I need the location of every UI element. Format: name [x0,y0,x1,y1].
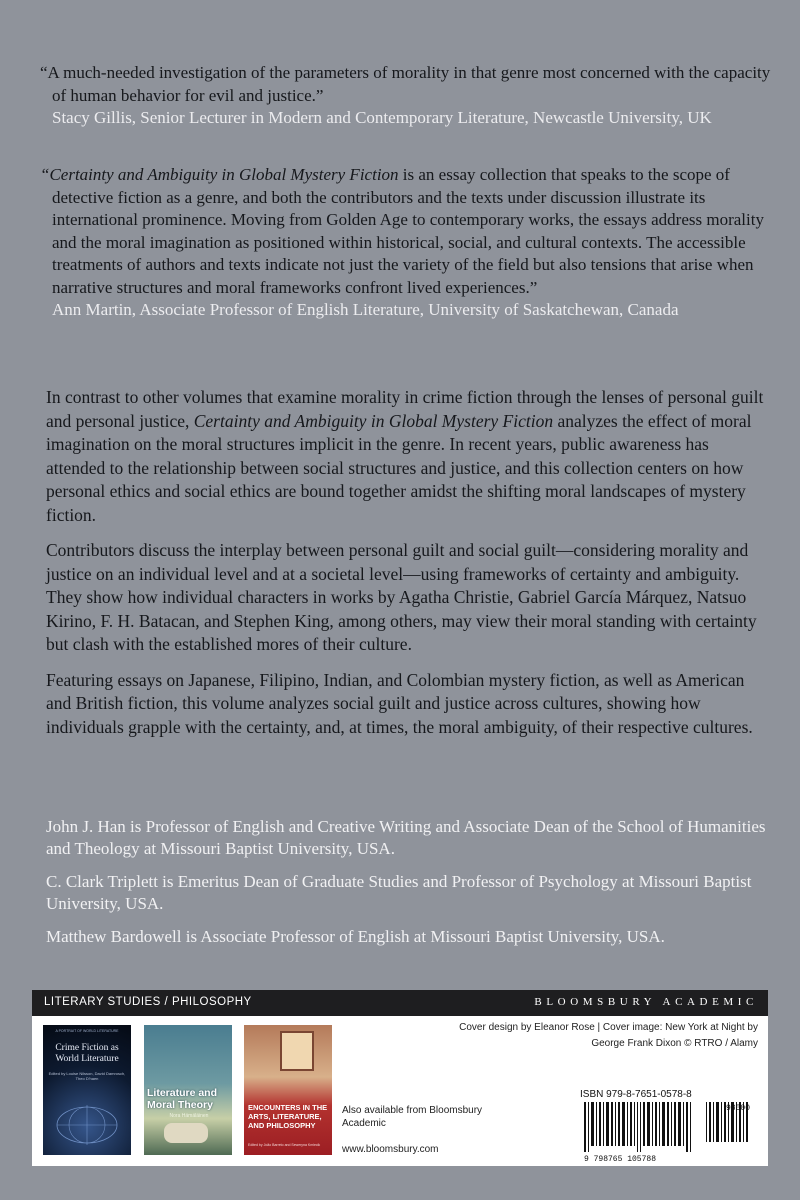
price-code: 98000 [726,1104,751,1113]
related-book-cover[interactable] [144,1025,232,1155]
reclining-figure-illustration [164,1123,208,1143]
website-link[interactable]: www.bloomsbury.com [342,1144,439,1155]
related-book-cover[interactable] [43,1025,131,1155]
description-text: analyzes the effect of moral imagination on the moral structures implicit in the genre. In recent years, public awareness has attended to the relationship between social structures and justice, and this collection centers on how personal ethics and social ethics are bound together amidst the shifting moral landscapes of mystery fiction. [46,410,752,525]
also-available-text: Also available from Bloomsbury Academic [342,1105,483,1129]
book-title: Crime Fiction as World Literature [55,1043,119,1064]
bio-triplett: C. Clark Triplett is Emeritus Dean of Graduate Studies and Professor of Psychology at Missouri Baptist University, USA. [46,872,752,913]
quote-body: is an essay collection that speaks to the scope of detective fiction as a genre, and both the contributors and the texts under discussion illustrate its international prominence. Moving from Golden Age to contemporary works, the essays address morality and the moral imagination as positioned within historical, social, and cultural contexts. The accessible treatments of authors and texts indicate not just the variety of the field but also tensions that arise when narrative structures and moral frameworks confront lived experiences.” [52,165,764,297]
book-editors: Edited by João Barreto and Seweryna Kmiecik [248,1143,321,1147]
book-editors: Edited by Louise Nilsson, David Damrosch, Theo D'haen [48,1071,126,1081]
quote-text [40,164,782,299]
book-series: A PORTRAIT OF WORLD LITERATURE [55,1029,119,1033]
publisher-logo-text: BLOOMSBURY ACADEMIC [534,996,758,1008]
cover-credits [418,1020,758,1052]
bio-han: John J. Han is Professor of English and Creative Writing and Associate Dean of the School of Humanities and Theology at Missouri Baptist University, USA. [46,817,766,858]
bottom-panel [32,1016,768,1166]
category-band [32,990,768,1016]
painting-illustration [280,1031,314,1071]
book-title-italic: Certainty and Ambiguity in Global Mystery Fiction [193,410,554,431]
quote-attribution: Stacy Gillis, Senior Lecturer in Modern and Contemporary Literature, Newcastle University, UK [52,108,712,127]
description-paragraph-1 [46,386,770,527]
related-book-cover[interactable] [244,1025,332,1155]
book-title: Literature and Moral Theory [147,1087,218,1111]
subject-category: LITERARY STUDIES / PHILOSOPHY [44,996,252,1008]
quote-text: “A much-needed investigation of the parameters of morality in that genre most concerned with the capacity of human behavior for evil and justice.” [40,63,771,105]
description-text: In contrast to other volumes that examine morality in crime fiction through the lenses of personal guilt and personal justice, [46,387,764,431]
credits-line: Cover design by Eleanor Rose | Cover image: New York at Night by [459,1022,758,1033]
isbn: ISBN 979-8-7651-0578-8 [580,1089,692,1100]
quote-attribution: Ann Martin, Associate Professor of English Literature, University of Saskatchewan, Canada [52,300,679,319]
credits-line: George Frank Dixon © RTRO / Alamy [591,1038,758,1049]
book-author: Nora Hämäläinen [169,1113,209,1119]
book-title-italic: “Certainty and Ambiguity in Global Mystery Fiction [40,165,399,184]
barcode-icon [580,1102,758,1164]
bio-bardowell: Matthew Bardowell is Associate Professor of English at Missouri Baptist University, USA. [46,927,665,946]
author-bios [46,816,770,959]
description-paragraph-2: Contributors discuss the interplay between personal guilt and social guilt—considering morality and justice on an individual level and at a societal level—using frameworks of certainty and ambiguity. They show how individual characters in works by Agatha Christie, Gabriel García Márquez, Natsuo Kirino, F. H. Batacan, and Stephen King, among others, may view their moral standing with certainty but clash with the established mores of their culture. [46,540,757,654]
description-paragraph-3: Featuring essays on Japanese, Filipino, Indian, and Colombian mystery fiction, as well as American and British fiction, this volume analyzes social guilt and justice across cultures, showing how individuals grapple with the certainty, and, at times, the moral ambiguity, of their respective cultures. [46,669,753,737]
quote-martin [40,164,782,322]
description [46,386,770,751]
globe-illustration-icon [49,1095,125,1147]
book-title: ENCOUNTERS IN THE ARTS, LITERATURE, AND PHILOSOPHY [248,1103,328,1130]
barcode-digits: 9 798765 105788 [584,1155,657,1164]
quote-gillis [40,62,782,130]
